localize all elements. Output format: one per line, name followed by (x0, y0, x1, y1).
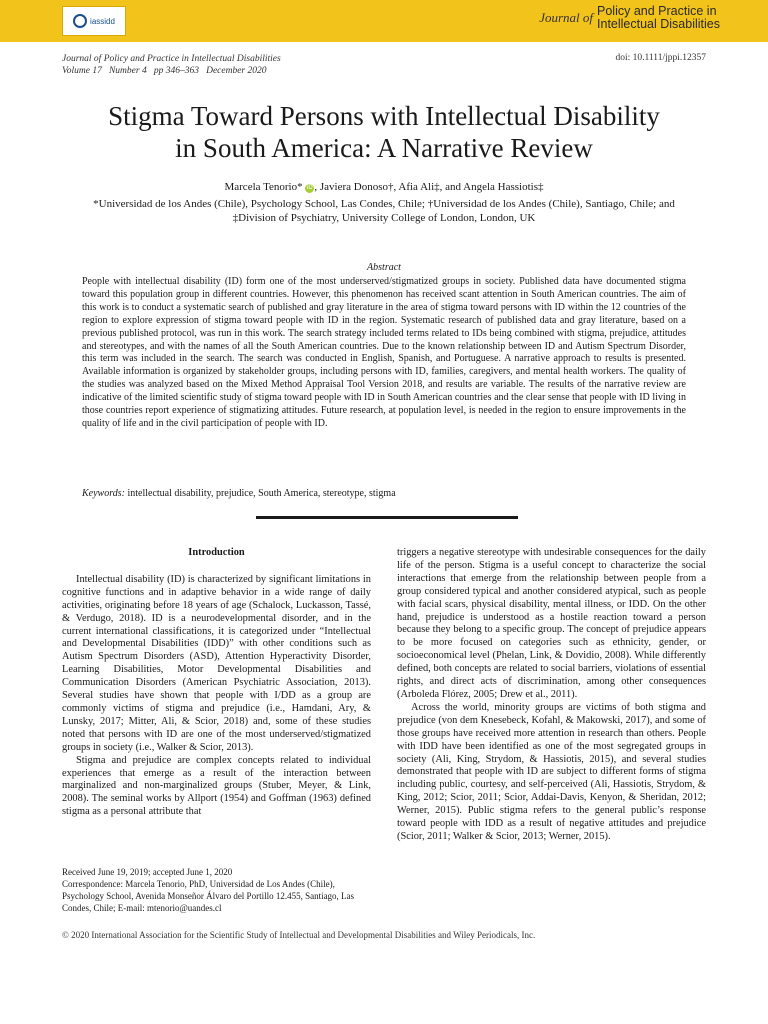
journal-full-name: Journal of Policy and Practice in Intellectual Disabilities (62, 54, 281, 64)
affiliation-2: ‡Division of Psychiatry, University College of London, London, UK (232, 212, 536, 224)
introduction-heading: Introduction (188, 547, 245, 558)
paragraph: Intellectual disability (ID) is characterized by significant limitations in cognitive functions and in adaptive behavior in a wide range of daily activities, originating before 18 years of age (Schalock, Luckasson, Tassé, & Verdugo, 2018). ID is a neurodevelopmental disorder, and in the current international classifications, it is categorized under “Intellectual and Developmental Disabilities (IDD)” with other conditions such as Autism Spectrum Disorders (ASD), Attention Hyperactivity Disorder, Learning Disabilities, Motor Developmental Disabilities and Communication Disorders (American Psychiatric Association, 2013). Several studies have shown that people with I/DD as a group are commonly victims of stigma and prejudice (i.e., Hamdani, Ary, & Lunsky, 2017; Mitter, Ali, & Scior, 2018) and, some of these studies noted that persons with ID are one of the most underserved/stigmatized groups in society (i.e., Walker & Scior, 2013). (62, 573, 371, 753)
author-1[interactable]: Marcela Tenorio* (224, 181, 303, 193)
keywords (82, 488, 686, 499)
received-dates: Received June 19, 2019; accepted June 1, 2020 (62, 867, 233, 877)
paragraph: triggers a negative stereotype with undesirable consequences for the daily life of the person. Stigma is a useful concept to characterize the social interactions that emerge from the relationship between people from a group considered typical and another considered atypical, such as people with facial scars, physical disability, mental illness, or IDD. On the other hand, prejudice is understood as a hostile reaction toward a person because they belong to a specific group. The concept of prejudice appears to be more focused on categories such as ethnicity, gender, or socioeconomical level (Phelan, Link, & Dovidio, 2008). While differently defined, both concepts are related to social barriers, violations of essential rights, and direct acts of discrimination, among other consequences (Arboleda Flórez, 2005; Drew et al., 2011). (397, 547, 706, 700)
issue-info: Volume 17 Number 4 pp 346–363 December 2020 (62, 66, 267, 76)
author-list (62, 181, 706, 193)
paragraph: Stigma and prejudice are complex concepts related to individual experiences that emerge as a result of the interaction between marginalized and non-marginalized groups (Stuber, Meyer, & Link, 2008). The seminal works by Allport (1954) and Goffman (1963) defined stigma as a personal attribute that (62, 754, 371, 818)
section-divider (256, 516, 518, 519)
journal-line-1: Policy and Practice in (597, 4, 717, 18)
affiliations (62, 197, 706, 225)
title-line-2: in South America: A Narrative Review (175, 133, 593, 163)
affiliation-1: *Universidad de los Andes (Chile), Psychology School, Las Condes, Chile; †Universidad de los Andes (Chile), Santiago, Chile; and (93, 198, 675, 210)
article-footnote (62, 866, 371, 914)
doi[interactable]: doi: 10.1111/jppi.12357 (615, 53, 706, 63)
journal-line-2: Intellectual Disabilities (597, 17, 720, 31)
abstract-text: People with intellectual disability (ID) form one of the most underserved/stigmatized groups in society. Published data have documented stigma toward this population group in different countries. However, this phenomenon has received scant attention in South American countries. The aim of this work is to conduct a systematic search of published and gray literature in the area of stigma toward persons with ID within the 12 countries of the region to explore expression of stigma toward people with ID in the region. Systematic research of published data and gray literature, based on a previous published protocol, was run in this work. The search strategy included terms related to IDs being combined with stigma, prejudice, attitudes and stereotypes, and with the names of all the South American countries. Due to the known relationship between ID and Autism Spectrum Disorder, this term was included in the search. The search was conducted in English, Spanish, and Portuguese. A narrative approach to results is presented. Available information is organized by stakeholder groups, including persons with ID, families, caregivers, and mental health workers. The quality of the studies was analyzed based on the Mixed Method Appraisal Tool Version 2018, and results are variable. The results of the narrative review are indicative of the limited scientific study of stigma toward people with ID in South American countries and the clear sense that people with ID living in those countries report experience of stigmatizing attitudes. Future research, at population level, is needed in the region to ensure improvements in the quality of life and in the civil participation of people with ID. (82, 276, 686, 429)
body-right-column (397, 547, 706, 844)
article-title (40, 100, 728, 164)
copyright: © 2020 International Association for the Scientific Study of Intellectual and Developmental Disabilities and Wiley Periodicals, Inc. (62, 930, 536, 940)
body-left-column (62, 547, 371, 819)
paragraph: Across the world, minority groups are victims of both stigma and prejudice (von dem Knesebeck, Kofahl, & Makowski, 2017), and some of those groups have received more attention in research than others. People with IDD have been identified as one of the most segregated groups in society (Ali, King, Strydom, & Hassiotis, 2015), and several studies demonstrated that people with ID are subject to different forms of stigma including public, courtesy, and self-perceived (Ali, Hassiotis, Strydom, & King, 2012; Scior, 2011; Scior, Addai-Davis, Kenyon, & Sheridan, 2012; Werner, 2015). Public stigma refers to the general public’s response toward people with IDD as a result of negative attitudes and prejudice (Scior, 2011; Walker & Scior, 2013; Werner, 2015). (397, 701, 706, 842)
keywords-list: intellectual disability, prejudice, South America, stereotype, stigma (124, 488, 396, 499)
iassidd-logo (62, 6, 126, 36)
other-authors: , Javiera Donoso†, Afia Ali‡, and Angela Hassiotis‡ (314, 181, 544, 193)
journal-meta (62, 53, 281, 77)
logo-circle-icon (73, 14, 87, 28)
keywords-label: Keywords: (82, 488, 125, 499)
logo-text: iassidd (90, 16, 115, 26)
orcid-icon[interactable]: iD (307, 185, 313, 191)
correspondence: Correspondence: Marcela Tenorio, PhD, Universidad de Los Andes (Chile), Psychology School, Avenida Monseñor Álvaro del Portillo 12.455, Santiago, Las Condes, Chile; E-mail: mtenorio@uandes.cl (62, 879, 355, 913)
journal-of: Journal of (539, 10, 594, 25)
journal-banner (0, 0, 768, 42)
title-line-1: Stigma Toward Persons with Intellectual Disability (108, 101, 660, 131)
journal-name (539, 5, 720, 31)
journal-title-block (597, 5, 720, 31)
abstract-heading: Abstract (367, 262, 401, 273)
